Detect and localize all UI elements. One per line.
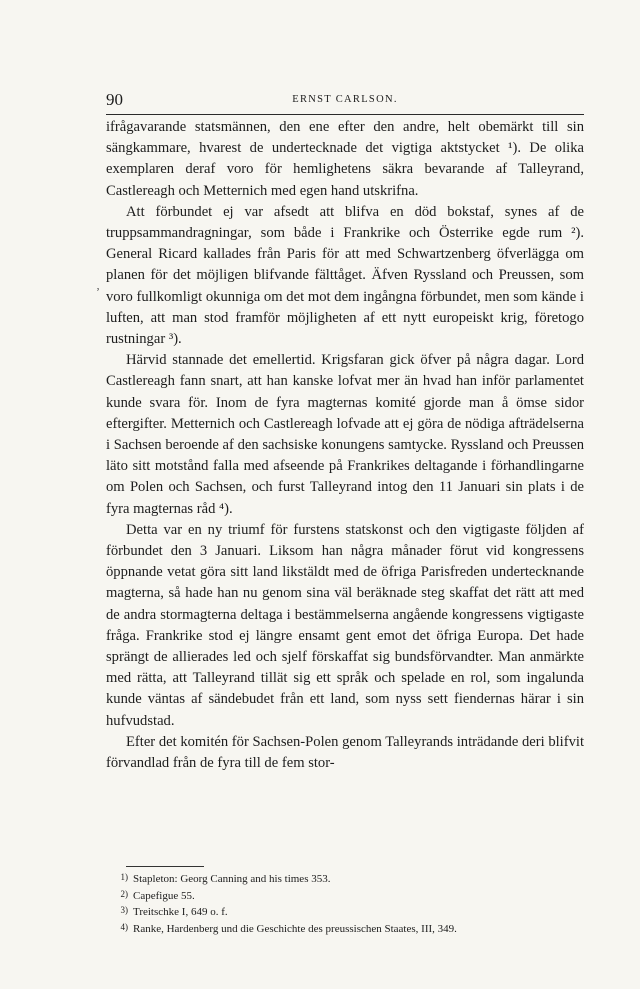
footnote-number: 1) (120, 872, 128, 882)
footnote-text: Treitschke I, 649 o. f. (133, 906, 228, 918)
footnote (106, 887, 584, 904)
page-header (106, 90, 584, 112)
footnote-text: Capefigue 55. (133, 889, 195, 902)
page-number: 90 (106, 90, 123, 109)
footnotes (106, 870, 584, 936)
footnote-number: 2) (120, 888, 128, 899)
footnote-text: Stapleton: Georg Canning and his times 353. (133, 873, 331, 885)
header-rule (106, 114, 584, 115)
paragraph-5: Efter det komitén för Sachsen-Polen genom Talleyrands inträdande deri blifvit förvandlad från de fyra till de fem stor- (106, 733, 584, 772)
paragraph-4: Detta var en ny triumf för furstens statskonst och den vigtigaste följden af förbundet den 3 Januari. Liksom han några månader förut vid kongressens öppnande vetat göra sitt land likstäldt med de öfriga Parisfreden undertecknande magterna, så hade han nu genom sina väl beräknade steg skaffat det rätt att med de andra stormagterna deltaga i bestämmelserna angående kongressens vigtigaste fråga. Frankrike stod ej längre ensamt gent emot det öfriga Europa. Det hade sprängt de allierades led och sjelf förskaffat sig bundsförvandter. Man anmärkte med rätta, att Talleyrand tillät sig ett språk och spelade en rol, som ingalunda kunde väntas af sändebudet från ett land, som nyss sett fiendernas härar i sin hufvudstad. (106, 521, 584, 729)
footnote (106, 870, 584, 887)
footnote-number: 3) (120, 905, 128, 915)
footnote (106, 920, 584, 937)
paragraph-1: ifrågavarande statsmännen, den ene efter den andre, helt obemärkt till sin sängkammare, hvarest de undertecknade det vigtiga aktstycket ¹). De olika exemplaren deraf voro för hemlighetens säkra bevarande af Talleyrand, Castlereagh och Metternich med egen hand utskrifna. (106, 119, 584, 199)
footnote-text: Ranke, Hardenberg und die Geschichte des preussischen Staates, III, 349. (133, 922, 457, 935)
paragraph-3: Härvid stannade det emellertid. Krigsfaran gick öfver på några dagar. Lord Castlereagh fann snart, att han kanske lofvat mer än hvad han inför parlamentet kunde svara för. Inom de fyra magternas komité gjorde man å ömse sidor eftergifter. Metternich och Castlereagh lofvade att ej göra de nödiga afträdelserna i Sachsen beroende af den sachsiske konungens samtycke. Ryssland och Preussen läto sitt motstånd falla med afseende på Frankrikes deltagande i förhandlingarne om Polen och Sachsen, och furst Talleyrand intog den 11 Januari sin plats i de fyra magternas råd ⁴). (106, 352, 584, 517)
margin-mark: ʼ (96, 285, 100, 299)
footnote-rule (126, 866, 204, 867)
footnote (106, 903, 584, 920)
body-text (106, 117, 584, 774)
footnote-number: 4) (120, 921, 128, 932)
paragraph-2: Att förbundet ej var afsedt att blifva en död bokstaf, synes af de truppsammandragningar, som både i Frankrike och Österrike egde rum ²). General Ricard kallades från Paris för att med Schwartzenberg öfverlägga om planen för det möjligen blifvande fälttåget. Äfven Ryssland och Preussen, som voro fullkomligt okunniga om det mot dem ingångna förbundet, men som kände i luften, att man stod framför möjligheten af ett nytt europeiskt krig, företogo rustningar ³). (106, 203, 584, 348)
running-head: ERNST CARLSON. (292, 94, 398, 105)
